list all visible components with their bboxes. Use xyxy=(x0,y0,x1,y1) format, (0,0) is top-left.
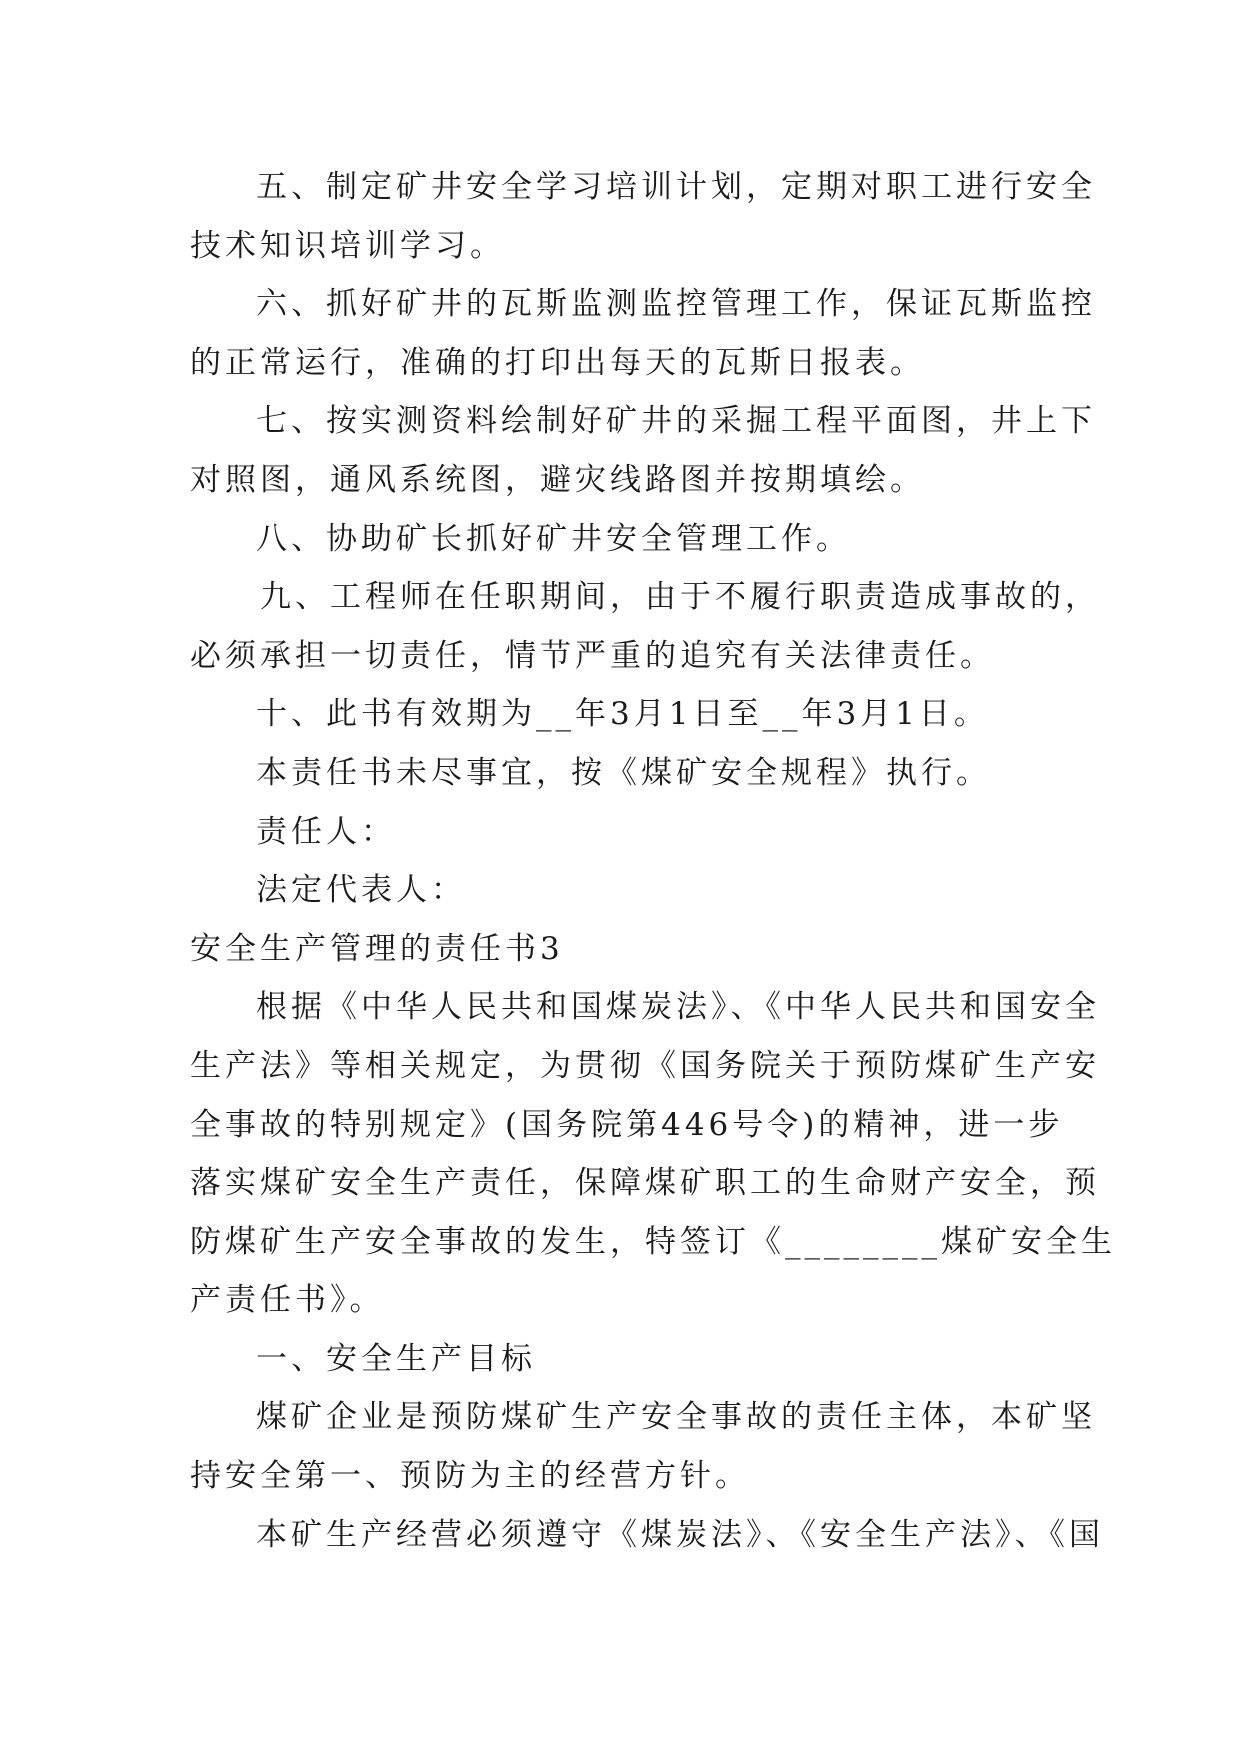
paragraph-line: 技术知识培训学习。 xyxy=(190,227,505,264)
paragraph-line: 产责任书》。 xyxy=(190,1282,385,1319)
paragraph-line: 的正常运行，准确的打印出每天的瓦斯日报表。 xyxy=(190,344,925,381)
section-title: 安全生产管理的责任书3 xyxy=(190,930,564,967)
paragraph-line: 煤矿企业是预防煤矿生产安全事故的责任主体，本矿坚 xyxy=(256,1399,1096,1436)
paragraph-line: 对照图，通风系统图，避灾线路图并按期填绘。 xyxy=(190,461,925,498)
paragraph-line: 防煤矿生产安全事故的发生，特签订《________煤矿安全生 xyxy=(190,1223,1116,1260)
paragraph-line: 本矿生产经营必须遵守《煤炭法》、《安全生产法》、《国 xyxy=(256,1516,1104,1553)
paragraph-line: 八、协助矿长抓好矿井安全管理工作。 xyxy=(256,520,851,557)
paragraph-line: 必须承担一切责任，情节严重的追究有关法律责任。 xyxy=(190,637,995,674)
paragraph-line: 五、制定矿井安全学习培训计划，定期对职工进行安全 xyxy=(256,169,1096,205)
paragraph-line: 九、工程师在任职期间，由于不履行职责造成事故的， xyxy=(260,579,1100,616)
subheading: 一、安全生产目标 xyxy=(256,1340,536,1377)
paragraph-line: 本责任书未尽事宜，按《煤矿安全规程》执行。 xyxy=(256,754,991,791)
signature-label: 责任人： xyxy=(256,813,396,850)
paragraph-line: 持安全第一、预防为主的经营方针。 xyxy=(190,1458,750,1495)
paragraph-line: 七、按实测资料绘制好矿井的采掘工程平面图，井上下 xyxy=(256,403,1096,440)
paragraph-line: 落实煤矿安全生产责任，保障煤矿职工的生命财产安全，预 xyxy=(190,1165,1100,1202)
paragraph-line: 全事故的特别规定》(国务院第446号令)的精神，进一步 xyxy=(190,1106,1064,1143)
paragraph-line: 十、此书有效期为__年3月1日至__年3月1日。 xyxy=(256,696,989,733)
paragraph-line: 根据《中华人民共和国煤炭法》、《中华人民共和国安全 xyxy=(256,989,1100,1026)
signature-label: 法定代表人： xyxy=(256,872,466,909)
paragraph-line: 生产法》等相关规定，为贯彻《国务院关于预防煤矿生产安 xyxy=(190,1047,1100,1084)
document-body xyxy=(190,158,1116,1564)
paragraph-line: 六、抓好矿井的瓦斯监测监控管理工作，保证瓦斯监控 xyxy=(256,286,1096,323)
